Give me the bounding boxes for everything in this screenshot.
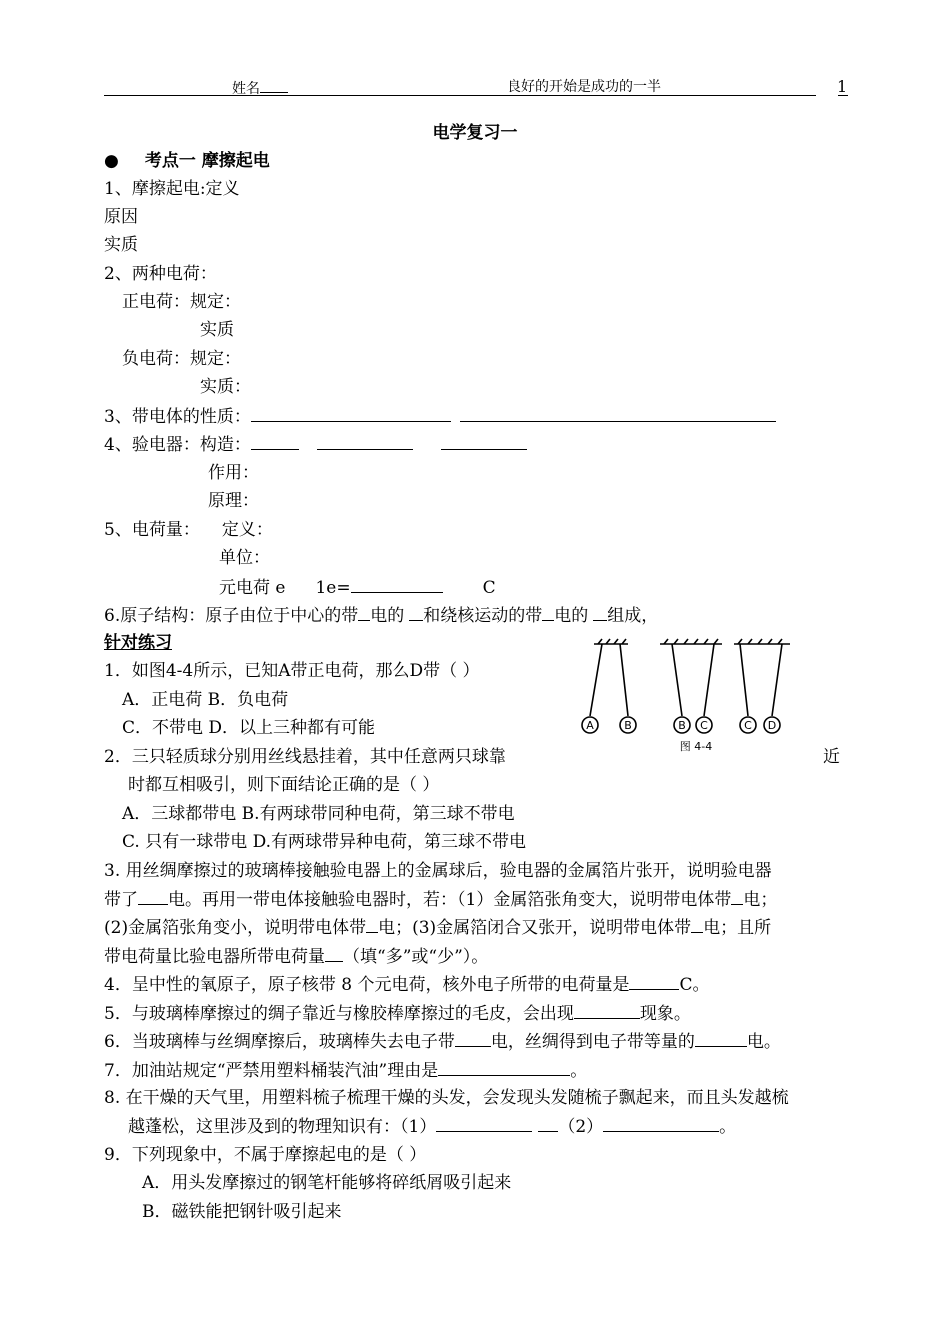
q3-text: 电；(3)金属箔闭合又张开，说明带电体带: [378, 918, 692, 938]
coulomb-unit: C: [482, 578, 496, 598]
item-5-charge-quantity: [104, 519, 273, 541]
answer-blank[interactable]: [731, 888, 743, 905]
ball-label-d: D: [767, 719, 777, 732]
answer-blank[interactable]: [691, 916, 703, 933]
answer-blank[interactable]: [138, 888, 168, 905]
figure-caption: 图 4-4: [679, 740, 713, 753]
ball-label-b2: B: [678, 719, 686, 732]
atom-text-d: 电的: [554, 606, 589, 626]
positive-charge-essence: 实质: [200, 320, 234, 340]
bullet-icon: ●: [104, 151, 119, 171]
header-rule: [104, 95, 816, 96]
answer-blank[interactable]: [251, 433, 299, 450]
q2-stem-c: 时都互相吸引，则下面结论正确的是（ ）: [128, 775, 440, 795]
q8-line2: [128, 1115, 736, 1138]
ball-label-b1: B: [624, 719, 632, 732]
q7-text: 7．加油站规定“严禁用塑料桶装汽油”理由是: [104, 1061, 439, 1081]
q9-option-b: B．磁铁能把钢针吸引起来: [142, 1202, 342, 1222]
q9-stem: 9．下列现象中，不属于摩擦起电的是（ ）: [104, 1145, 427, 1165]
q6-text: 6．当玻璃棒与丝绸摩擦后，玻璃棒失去电子带: [104, 1032, 455, 1052]
q8-text: （2）: [558, 1117, 604, 1137]
q6: [104, 1030, 781, 1053]
q5-text: 5．与玻璃棒摩擦过的绸子靠近与橡胶棒摩擦过的毛皮，会出现: [104, 1004, 574, 1024]
q3-line4: [104, 945, 488, 968]
atom-text-a: 6.原子结构：原子由位于中心的带: [104, 606, 359, 626]
q7: [104, 1059, 587, 1082]
answer-blank[interactable]: [351, 576, 443, 593]
positive-charge-rule: 正电荷：规定：: [122, 292, 241, 312]
q1-options-ab: A．正电荷 B．负电荷: [122, 690, 289, 710]
item-1-definition: 1、摩擦起电:定义: [104, 179, 240, 199]
negative-charge-essence: 实质：: [200, 377, 251, 397]
answer-blank[interactable]: [358, 604, 370, 621]
section1-heading: 考点一 摩擦起电: [144, 151, 270, 171]
q4-text: 4．呈中性的氧原子，原子核带 8 个元电荷，核外电子所带的电荷量是: [104, 975, 630, 995]
page-title: 电学复习一: [432, 123, 518, 143]
q8-line1: 8. 在干燥的天气里，用塑料梳子梳理干燥的头发，会发现头发随梳子飘起来，而且头发越梳: [104, 1088, 789, 1108]
q2-options-cd: C. 只有一球带电 D.有两球带异种电荷，第三球不带电: [122, 832, 527, 852]
q6-text: 电。: [746, 1032, 781, 1052]
elementary-charge-eq: 1e=: [315, 578, 351, 598]
atom-text-e: 组成，: [607, 606, 659, 626]
header-motto: 良好的开始是成功的一半: [507, 79, 661, 95]
q3-line3: [104, 916, 771, 939]
item-1-cause: 原因: [104, 207, 138, 227]
page-number-rule: [838, 95, 848, 96]
q5-text: 现象。: [639, 1004, 691, 1024]
q6-text: 电，丝绸得到电子带等量的: [490, 1032, 695, 1052]
item-5-label: 5、电荷量：: [104, 520, 200, 540]
answer-blank[interactable]: [574, 1002, 640, 1019]
item-4-label: 4、验电器：构造：: [104, 435, 251, 455]
q3-text: 电；: [743, 890, 778, 910]
page-number: 1: [837, 77, 848, 96]
q3-text: （填“多”或“少”）。: [343, 947, 489, 967]
q1-options-cd: C．不带电 D．以上三种都有可能: [122, 718, 376, 738]
answer-blank[interactable]: [542, 604, 554, 621]
answer-blank[interactable]: [441, 433, 527, 450]
name-label: 姓名: [232, 81, 260, 97]
name-field: [232, 76, 288, 100]
answer-blank[interactable]: [593, 604, 607, 621]
q2-options-ab: A．三球都带电 B.有两球带同种电荷，第三球不带电: [122, 804, 515, 824]
charge-definition: 定义：: [221, 520, 273, 540]
item-3-label: 3、带电体的性质：: [104, 407, 251, 427]
item-4-electroscope: [104, 433, 527, 456]
answer-blank[interactable]: [436, 1115, 532, 1132]
practice-heading: 针对练习: [104, 633, 172, 653]
item-3-properties: [104, 405, 776, 428]
atom-text-c: 和绕核运动的带: [423, 606, 543, 626]
answer-blank[interactable]: [603, 1115, 719, 1132]
ball-label-c1: C: [700, 719, 708, 732]
q2-stem-b: 近: [823, 747, 840, 767]
electroscope-function: 作用：: [208, 463, 259, 483]
electroscope-principle: 原理：: [208, 491, 259, 511]
section1-heading-row: [104, 150, 270, 172]
atom-text-b: 电的: [370, 606, 405, 626]
item-6-atom-structure: [104, 604, 658, 627]
q3-line2: [104, 888, 777, 911]
answer-blank[interactable]: [455, 1030, 491, 1047]
q3-text: 电。再用一带电体接触验电器时，若：（1）金属箔张角变大，说明带电体带: [168, 890, 732, 910]
q8-text: 越蓬松，这里涉及到的物理知识有：（1）: [128, 1117, 437, 1137]
charge-unit: 单位：: [219, 548, 270, 568]
elementary-charge-label: 元电荷 e: [219, 578, 286, 598]
q7-text: 。: [570, 1061, 588, 1081]
answer-blank[interactable]: [695, 1030, 747, 1047]
q3-text: 带了: [104, 890, 138, 910]
answer-blank[interactable]: [409, 604, 423, 621]
answer-blank[interactable]: [538, 1115, 558, 1132]
figure-pendulums: [576, 634, 800, 758]
q9-option-a: A．用头发摩擦过的钢笔杆能够将碎纸屑吸引起来: [142, 1173, 512, 1193]
answer-blank[interactable]: [438, 1059, 570, 1076]
answer-blank[interactable]: [629, 973, 679, 990]
q3-text: (2)金属箔张角变小，说明带电体带: [104, 918, 367, 938]
ball-label-a: A: [586, 719, 594, 732]
answer-blank[interactable]: [366, 916, 378, 933]
answer-blank[interactable]: [251, 405, 451, 422]
elementary-charge: [219, 576, 496, 599]
answer-blank[interactable]: [325, 945, 343, 962]
q4: [104, 973, 709, 996]
ball-label-c2: C: [744, 719, 752, 732]
q3-text: 电；且所: [703, 918, 772, 938]
answer-blank[interactable]: [317, 433, 413, 450]
item-2-two-charges: 2、两种电荷：: [104, 264, 217, 284]
negative-charge-rule: 负电荷：规定：: [122, 349, 241, 369]
answer-blank[interactable]: [460, 405, 776, 422]
item-1-essence: 实质: [104, 235, 138, 255]
q2-stem-a: 2．三只轻质球分别用丝线悬挂着，其中任意两只球靠: [104, 747, 506, 767]
q3-line1: 3. 用丝绸摩擦过的玻璃棒接触验电器上的金属球后，验电器的金属箔片张开，说明验电器: [104, 861, 772, 881]
q1-stem: 1．如图4-4所示，已知A带正电荷，那么D带（ ）: [104, 661, 480, 681]
name-blank[interactable]: [260, 76, 288, 93]
q4-unit: C。: [679, 975, 710, 995]
q3-text: 带电荷量比验电器所带电荷量: [104, 947, 325, 967]
q5: [104, 1002, 691, 1025]
q8-text: 。: [719, 1117, 737, 1137]
